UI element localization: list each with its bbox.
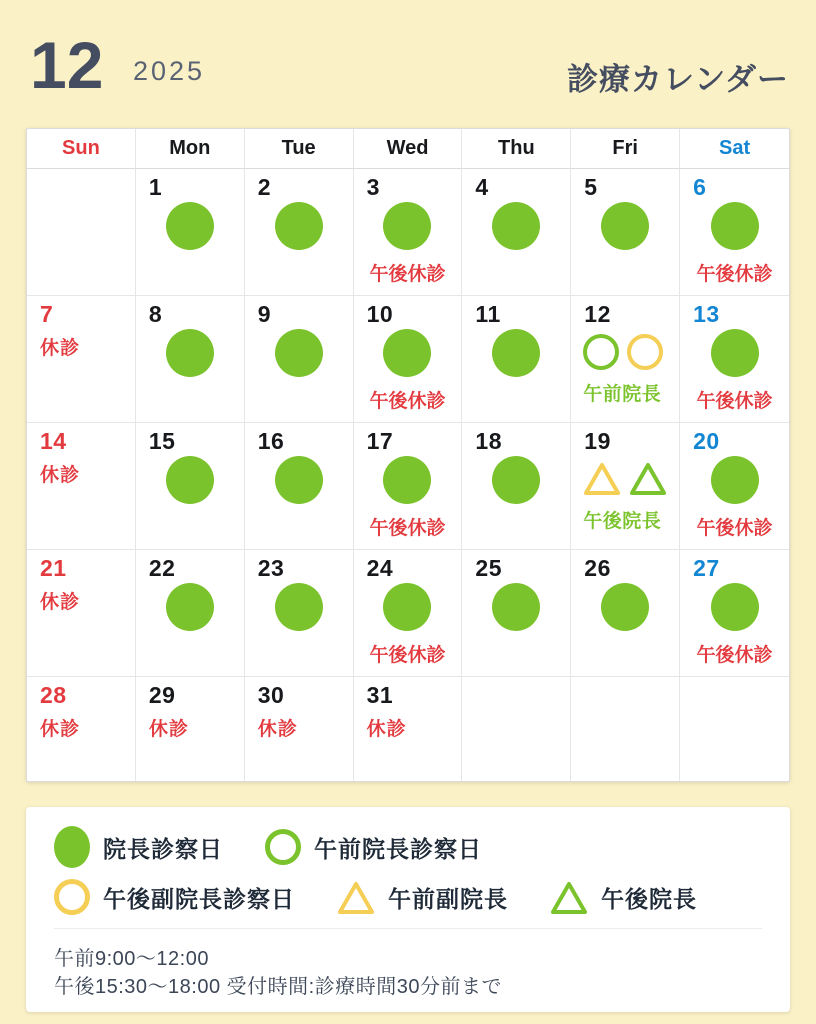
calendar-cell-11 [462, 296, 571, 423]
director-day-circle-icon [492, 202, 540, 250]
calendar-cell-7 [27, 296, 136, 423]
morning-director-circle-icon [583, 334, 619, 370]
day-number: 26 [584, 555, 611, 581]
director-day-circle-icon [383, 202, 431, 250]
day-markers [245, 202, 353, 250]
day-number: 9 [257, 301, 271, 327]
day-markers [245, 456, 353, 504]
calendar-cell-empty [680, 677, 789, 781]
day-number: 29 [148, 682, 176, 708]
day-note: 午後休診 [369, 264, 446, 285]
calendar-cell-10 [354, 296, 463, 423]
director-day-circle-icon [601, 583, 649, 631]
weekday-header-mon: Mon [136, 129, 245, 169]
afternoon-deputy-circle-icon [627, 334, 663, 370]
calendar-cell-25 [462, 550, 571, 677]
page-title: 診療カレンダー [567, 62, 789, 97]
legend-label: 午前院長診察日 [314, 835, 482, 862]
day-number: 3 [366, 174, 380, 200]
day-number: 2 [257, 174, 271, 200]
legend-item [54, 826, 223, 868]
calendar-cell-27 [680, 550, 789, 677]
hours-morning: 午前9:00〜12:00 [54, 948, 209, 970]
day-number: 8 [148, 301, 163, 327]
weekday-header-sat: Sat [680, 129, 789, 169]
day-number: 4 [475, 174, 489, 200]
calendar-cell-18 [462, 423, 571, 550]
day-note: 休診 [40, 465, 81, 486]
day-markers [136, 329, 244, 377]
day-note: 午後休診 [696, 264, 773, 285]
day-markers [680, 583, 789, 631]
day-number: 5 [584, 174, 598, 200]
legend-item [54, 879, 295, 915]
morning-deputy-triangle-icon [583, 461, 621, 496]
calendar-cell-20 [680, 423, 789, 550]
legend-row-2 [54, 876, 770, 918]
calendar-cell-empty [27, 169, 136, 296]
calendar-cell-16 [245, 423, 354, 550]
weekday-header-sun: Sun [27, 129, 136, 169]
day-markers [245, 329, 353, 377]
day-markers [354, 456, 462, 504]
day-markers [354, 583, 462, 631]
calendar-cell-empty [571, 677, 680, 781]
day-number: 14 [40, 428, 67, 454]
director-day-circle-icon [711, 456, 759, 504]
day-note: 午後休診 [369, 518, 446, 539]
weekday-header-fri: Fri [571, 129, 680, 169]
calendar-cell-4 [462, 169, 571, 296]
day-markers [462, 202, 570, 250]
weekday-header-tue: Tue [245, 129, 354, 169]
director-day-circle-icon [711, 202, 759, 250]
legend-yellow-outline-circle-icon [54, 879, 90, 915]
calendar-cell-24 [354, 550, 463, 677]
day-number: 28 [40, 682, 67, 708]
legend-label: 午後副院長診察日 [103, 885, 295, 912]
day-number: 10 [366, 301, 394, 327]
calendar-cell-19 [571, 423, 680, 550]
day-number: 1 [148, 174, 163, 200]
day-note: 休診 [148, 719, 189, 740]
legend-item [550, 880, 697, 915]
legend-box [26, 807, 790, 1012]
day-markers [680, 329, 789, 377]
day-markers [680, 202, 789, 250]
day-number: 24 [366, 555, 394, 581]
day-markers [136, 583, 244, 631]
director-day-circle-icon [492, 329, 540, 377]
morning-deputy-triangle-icon [337, 880, 375, 915]
day-note: 午後休診 [696, 518, 773, 539]
calendar-cell-28 [27, 677, 136, 781]
calendar-cell-23 [245, 550, 354, 677]
day-markers [571, 202, 679, 250]
day-note: 午後院長 [583, 511, 662, 532]
day-note: 休診 [257, 719, 298, 740]
day-note: 午後休診 [369, 645, 446, 666]
director-day-circle-icon [492, 456, 540, 504]
calendar-cell-12 [571, 296, 680, 423]
calendar-cell-1 [136, 169, 245, 296]
day-number: 12 [584, 301, 611, 327]
day-number: 6 [693, 174, 707, 200]
day-note: 休診 [40, 719, 81, 740]
year-label: 2025 [133, 56, 206, 86]
calendar-cell-8 [136, 296, 245, 423]
day-note: 午後休診 [696, 645, 773, 666]
director-day-circle-icon [275, 202, 323, 250]
day-markers [136, 202, 244, 250]
day-markers [462, 456, 570, 504]
director-day-circle-icon [275, 456, 323, 504]
legend-label: 院長診察日 [103, 835, 223, 862]
director-day-circle-icon [383, 583, 431, 631]
day-markers [354, 329, 462, 377]
day-number: 15 [148, 428, 176, 454]
calendar-cell-29 [136, 677, 245, 781]
day-note: 午後休診 [696, 391, 773, 412]
day-markers [571, 461, 679, 496]
hours-afternoon: 午後15:30〜18:00 受付時間:診療時間30分前まで [54, 976, 502, 998]
director-day-circle-icon [601, 202, 649, 250]
legend-label: 午後院長 [601, 885, 697, 912]
legend-divider [54, 928, 762, 929]
day-number: 17 [366, 428, 394, 454]
calendar-cell-13 [680, 296, 789, 423]
day-note: 休診 [40, 592, 81, 613]
director-day-circle-icon [492, 583, 540, 631]
calendar-cell-31 [354, 677, 463, 781]
calendar-cell-30 [245, 677, 354, 781]
day-markers [354, 202, 462, 250]
day-markers [462, 329, 570, 377]
director-day-circle-icon [275, 583, 323, 631]
director-day-circle-icon [711, 583, 759, 631]
calendar-cell-14 [27, 423, 136, 550]
day-markers [462, 583, 570, 631]
day-number: 30 [257, 682, 285, 708]
weekday-header-wed: Wed [354, 129, 463, 169]
calendar-grid [26, 128, 790, 782]
director-day-circle-icon [711, 329, 759, 377]
day-number: 20 [693, 428, 720, 454]
calendar-cell-empty [462, 677, 571, 781]
calendar-cell-22 [136, 550, 245, 677]
day-number: 27 [693, 555, 720, 581]
legend-item [337, 880, 508, 915]
day-number: 21 [40, 555, 67, 581]
director-day-circle-icon [166, 583, 214, 631]
day-note: 午前院長 [583, 384, 662, 405]
day-number: 11 [475, 301, 501, 327]
weekday-header-thu: Thu [462, 129, 571, 169]
month-number: 12 [30, 28, 104, 102]
day-number: 22 [148, 555, 176, 581]
day-note: 午後休診 [369, 391, 446, 412]
day-number: 18 [475, 428, 503, 454]
calendar-cell-9 [245, 296, 354, 423]
afternoon-director-triangle-icon [629, 461, 667, 496]
director-day-circle-icon [383, 329, 431, 377]
day-markers [245, 583, 353, 631]
calendar-cell-26 [571, 550, 680, 677]
director-day-circle-icon [166, 456, 214, 504]
afternoon-director-triangle-icon [550, 880, 588, 915]
day-number: 23 [257, 555, 285, 581]
day-number: 16 [257, 428, 285, 454]
legend-green-outline-circle-icon [265, 829, 301, 865]
day-number: 7 [40, 301, 54, 327]
day-markers [571, 583, 679, 631]
calendar-cell-15 [136, 423, 245, 550]
day-note: 休診 [40, 338, 81, 359]
day-note: 休診 [366, 719, 407, 740]
calendar-cell-2 [245, 169, 354, 296]
director-day-circle-icon [166, 329, 214, 377]
legend-filled-circle-icon [54, 826, 90, 868]
day-number: 25 [475, 555, 503, 581]
calendar-cell-5 [571, 169, 680, 296]
calendar-cell-17 [354, 423, 463, 550]
day-markers [680, 456, 789, 504]
calendar-cell-21 [27, 550, 136, 677]
director-day-circle-icon [275, 329, 323, 377]
director-day-circle-icon [383, 456, 431, 504]
director-day-circle-icon [166, 202, 214, 250]
day-number: 31 [366, 682, 394, 708]
day-markers [136, 456, 244, 504]
calendar-cell-3 [354, 169, 463, 296]
day-markers [571, 334, 679, 370]
legend-item [265, 829, 482, 865]
day-number: 13 [693, 301, 720, 327]
legend-row-1 [54, 826, 770, 868]
calendar-cell-6 [680, 169, 789, 296]
day-number: 19 [584, 428, 611, 454]
legend-label: 午前副院長 [388, 885, 508, 912]
